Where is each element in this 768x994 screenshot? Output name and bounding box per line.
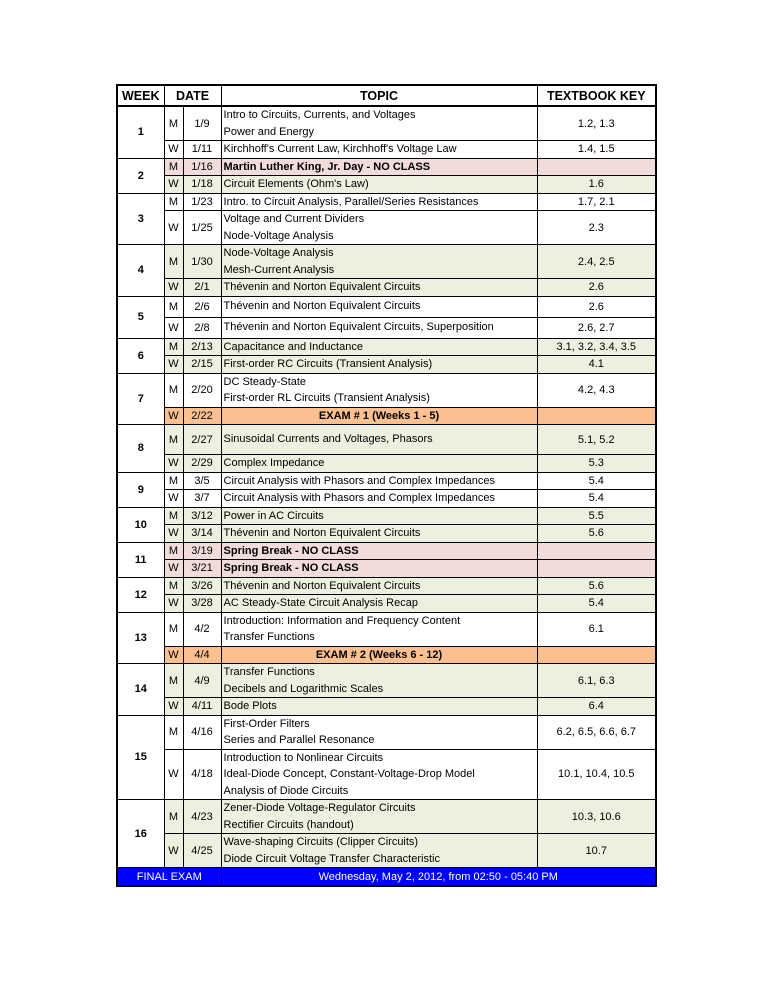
date-cell: 3/7 <box>183 490 221 508</box>
day-cell: W <box>164 176 183 194</box>
day-cell: W <box>164 407 183 425</box>
week-number: 10 <box>117 507 164 542</box>
schedule-row <box>117 577 656 595</box>
topic-line: Thévenin and Norton Equivalent Circuits <box>223 579 421 592</box>
topic-cell <box>221 664 537 698</box>
topic-cell <box>221 245 537 279</box>
schedule-row <box>117 698 656 716</box>
topic-line: Rectifier Circuits (handout) <box>223 818 354 831</box>
textbook-key-cell: 4.1 <box>537 356 656 374</box>
topic-line: Bode Plots <box>223 700 277 712</box>
topic-line: Wave-shaping Circuits (Clipper Circuits) <box>223 836 419 848</box>
schedule-row <box>117 338 656 356</box>
date-cell: 3/19 <box>183 542 221 560</box>
week-number: 13 <box>117 612 164 664</box>
day-cell: M <box>164 106 183 141</box>
day-cell: M <box>164 800 183 834</box>
date-cell: 2/13 <box>183 338 221 356</box>
schedule-row <box>117 279 656 297</box>
topic-line: Martin Luther King, Jr. Day - NO CLASS <box>223 160 431 173</box>
day-cell: M <box>164 193 183 211</box>
date-cell: 1/18 <box>183 176 221 194</box>
topic-line: Introduction to Nonlinear Circuits <box>223 751 384 764</box>
topic-line: Spring Break - NO CLASS <box>223 562 359 574</box>
topic-line: EXAM # 1 (Weeks 1 - 5) <box>318 409 440 422</box>
topic-line: Circuit Analysis with Phasors and Complex Impedances <box>223 474 495 487</box>
textbook-key-cell: 1.7, 2.1 <box>537 193 656 211</box>
schedule-row <box>117 158 656 176</box>
topic-line: Node-Voltage Analysis <box>223 247 334 259</box>
textbook-key-cell <box>537 158 656 176</box>
schedule-row <box>117 193 656 211</box>
textbook-key-cell: 6.1 <box>537 612 656 646</box>
date-header: DATE <box>164 85 221 106</box>
day-cell: M <box>164 507 183 525</box>
topic-cell <box>221 158 537 176</box>
topic-line: Sinusoidal Currents and Voltages, Phasors <box>223 433 433 446</box>
textbook-key-cell: 2.6 <box>537 279 656 297</box>
topic-cell <box>221 425 537 455</box>
week-number: 4 <box>117 245 164 297</box>
day-cell: W <box>164 356 183 374</box>
day-cell: W <box>164 646 183 664</box>
textbook-key-cell: 2.6 <box>537 296 656 317</box>
exam-cell <box>221 646 537 664</box>
schedule-row <box>117 664 656 698</box>
textbook-key-cell: 2.4, 2.5 <box>537 245 656 279</box>
textbook-key-header: TEXTBOOK KEY <box>537 85 656 106</box>
topic-cell <box>221 141 537 159</box>
date-cell: 4/2 <box>183 612 221 646</box>
topic-line: Thévenin and Norton Equivalent Circuits <box>223 300 421 313</box>
textbook-key-cell: 5.5 <box>537 507 656 525</box>
topic-cell <box>221 595 537 613</box>
date-cell: 2/20 <box>183 373 221 407</box>
day-cell: W <box>164 490 183 508</box>
schedule-row <box>117 356 656 374</box>
topic-line: Capacitance and Inductance <box>223 340 363 353</box>
topic-line: Kirchhoff's Current Law, Kirchhoff's Voltage Law <box>223 143 457 155</box>
topic-line: Analysis of Diode Circuits <box>223 784 349 797</box>
textbook-key-cell: 6.2, 6.5, 6.6, 6.7 <box>537 715 656 749</box>
topic-cell <box>221 472 537 490</box>
topic-line: Complex Impedance <box>223 457 325 469</box>
day-cell: M <box>164 612 183 646</box>
date-cell: 3/26 <box>183 577 221 595</box>
textbook-key-cell: 3.1, 3.2, 3.4, 3.5 <box>537 338 656 356</box>
textbook-key-cell: 5.6 <box>537 525 656 543</box>
date-cell: 1/9 <box>183 106 221 141</box>
schedule-row <box>117 296 656 317</box>
schedule-row <box>117 612 656 646</box>
textbook-key-cell: 4.2, 4.3 <box>537 373 656 407</box>
day-cell: M <box>164 338 183 356</box>
topic-line: Thévenin and Norton Equivalent Circuits <box>223 281 421 293</box>
final-exam-time: Wednesday, May 2, 2012, from 02:50 - 05:40 PM <box>221 868 656 887</box>
final-exam-row <box>117 868 656 887</box>
textbook-key-cell: 5.6 <box>537 577 656 595</box>
textbook-key-cell: 1.4, 1.5 <box>537 141 656 159</box>
day-cell: M <box>164 472 183 490</box>
topic-cell <box>221 577 537 595</box>
schedule-row <box>117 749 656 800</box>
day-cell: W <box>164 834 183 868</box>
textbook-key-cell: 10.1, 10.4, 10.5 <box>537 749 656 800</box>
date-cell: 4/25 <box>183 834 221 868</box>
day-cell: M <box>164 425 183 455</box>
date-cell: 2/8 <box>183 317 221 338</box>
week-number: 3 <box>117 193 164 245</box>
day-cell: M <box>164 158 183 176</box>
day-cell: W <box>164 317 183 338</box>
day-cell: M <box>164 373 183 407</box>
topic-cell <box>221 176 537 194</box>
date-cell: 3/21 <box>183 560 221 578</box>
day-cell: M <box>164 296 183 317</box>
textbook-key-cell: 1.2, 1.3 <box>537 106 656 141</box>
textbook-key-cell: 5.3 <box>537 455 656 473</box>
textbook-key-cell: 10.7 <box>537 834 656 868</box>
week-number: 6 <box>117 338 164 373</box>
date-cell: 3/14 <box>183 525 221 543</box>
date-cell: 1/23 <box>183 193 221 211</box>
topic-header: TOPIC <box>221 85 537 106</box>
topic-line: EXAM # 2 (Weeks 6 - 12) <box>315 648 443 661</box>
topic-cell <box>221 296 537 317</box>
topic-cell <box>221 490 537 508</box>
topic-line: Circuit Analysis with Phasors and Complex Impedances <box>223 492 495 504</box>
date-cell: 1/25 <box>183 211 221 245</box>
textbook-key-cell: 5.4 <box>537 472 656 490</box>
textbook-key-cell: 5.4 <box>537 490 656 508</box>
topic-line: Thévenin and Norton Equivalent Circuits <box>223 527 421 539</box>
topic-line: Intro. to Circuit Analysis, Parallel/Series Resistances <box>223 195 479 208</box>
week-number: 1 <box>117 106 164 158</box>
topic-line: Power and Energy <box>223 125 315 138</box>
date-cell: 4/18 <box>183 749 221 800</box>
date-cell: 4/16 <box>183 715 221 749</box>
schedule-row <box>117 141 656 159</box>
schedule-row <box>117 646 656 664</box>
topic-cell <box>221 106 537 141</box>
topic-cell <box>221 279 537 297</box>
topic-cell <box>221 211 537 245</box>
textbook-key-cell <box>537 542 656 560</box>
schedule-row <box>117 425 656 455</box>
topic-cell <box>221 542 537 560</box>
topic-line: Intro to Circuits, Currents, and Voltages <box>223 109 416 121</box>
schedule-row <box>117 407 656 425</box>
textbook-key-cell: 10.3, 10.6 <box>537 800 656 834</box>
date-cell: 3/28 <box>183 595 221 613</box>
day-cell: M <box>164 542 183 560</box>
date-cell: 2/22 <box>183 407 221 425</box>
week-number: 16 <box>117 800 164 868</box>
topic-cell <box>221 715 537 749</box>
topic-line: AC Steady-State Circuit Analysis Recap <box>223 597 418 609</box>
day-cell: W <box>164 455 183 473</box>
topic-cell <box>221 317 537 338</box>
final-exam-label: FINAL EXAM <box>117 868 221 887</box>
week-number: 5 <box>117 296 164 338</box>
topic-cell <box>221 455 537 473</box>
topic-cell <box>221 507 537 525</box>
date-cell: 1/11 <box>183 141 221 159</box>
date-cell: 4/4 <box>183 646 221 664</box>
schedule-row <box>117 373 656 407</box>
topic-line: Decibels and Logarithmic Scales <box>223 682 384 695</box>
topic-cell <box>221 560 537 578</box>
schedule-row <box>117 595 656 613</box>
topic-line: Spring Break - NO CLASS <box>223 544 359 557</box>
textbook-key-cell: 5.1, 5.2 <box>537 425 656 455</box>
topic-line: Voltage and Current Dividers <box>223 213 365 225</box>
topic-line: Series and Parallel Resonance <box>223 734 375 746</box>
topic-cell <box>221 356 537 374</box>
textbook-key-cell: 2.3 <box>537 211 656 245</box>
exam-cell <box>221 407 537 425</box>
schedule-row <box>117 507 656 525</box>
topic-line: Mesh-Current Analysis <box>223 263 335 276</box>
date-cell: 3/12 <box>183 507 221 525</box>
topic-cell <box>221 193 537 211</box>
topic-line: Ideal-Diode Concept, Constant-Voltage-Drop Model <box>223 768 475 780</box>
topic-line: Zener-Diode Voltage-Regulator Circuits <box>223 802 416 814</box>
day-cell: W <box>164 211 183 245</box>
day-cell: W <box>164 141 183 159</box>
day-cell: M <box>164 245 183 279</box>
day-cell: W <box>164 525 183 543</box>
schedule-body <box>117 106 656 868</box>
textbook-key-cell <box>537 407 656 425</box>
day-cell: W <box>164 560 183 578</box>
schedule-row <box>117 542 656 560</box>
topic-line: Introduction: Information and Frequency Content <box>223 614 461 627</box>
topic-cell <box>221 800 537 834</box>
week-number: 15 <box>117 715 164 800</box>
schedule-row <box>117 472 656 490</box>
textbook-key-cell: 5.4 <box>537 595 656 613</box>
course-schedule-table <box>116 84 657 887</box>
topic-line: DC Steady-State <box>223 375 307 388</box>
week-number: 11 <box>117 542 164 577</box>
schedule-row <box>117 834 656 868</box>
topic-line: First-Order Filters <box>223 717 310 730</box>
topic-line: First-order RC Circuits (Transient Analysis) <box>223 358 433 370</box>
schedule-row <box>117 800 656 834</box>
topic-cell <box>221 612 537 646</box>
date-cell: 1/30 <box>183 245 221 279</box>
topic-cell <box>221 338 537 356</box>
week-number: 7 <box>117 373 164 425</box>
schedule-row <box>117 106 656 141</box>
schedule-row <box>117 245 656 279</box>
date-cell: 2/27 <box>183 425 221 455</box>
topic-line: Transfer Functions <box>223 631 315 643</box>
schedule-row <box>117 525 656 543</box>
textbook-key-cell: 6.4 <box>537 698 656 716</box>
schedule-row <box>117 455 656 473</box>
date-cell: 2/1 <box>183 279 221 297</box>
date-cell: 2/29 <box>183 455 221 473</box>
schedule-row <box>117 176 656 194</box>
day-cell: W <box>164 698 183 716</box>
topic-line: Node-Voltage Analysis <box>223 229 334 242</box>
schedule-row <box>117 317 656 338</box>
date-cell: 4/9 <box>183 664 221 698</box>
date-cell: 2/6 <box>183 296 221 317</box>
textbook-key-cell <box>537 646 656 664</box>
day-cell: W <box>164 749 183 800</box>
topic-cell <box>221 834 537 868</box>
topic-line: Circuit Elements (Ohm's Law) <box>223 178 369 190</box>
topic-line: Power in AC Circuits <box>223 509 324 522</box>
date-cell: 4/11 <box>183 698 221 716</box>
topic-cell <box>221 698 537 716</box>
day-cell: M <box>164 715 183 749</box>
schedule-row <box>117 560 656 578</box>
topic-cell <box>221 373 537 407</box>
week-number: 12 <box>117 577 164 612</box>
day-cell: M <box>164 577 183 595</box>
week-number: 8 <box>117 425 164 473</box>
day-cell: M <box>164 664 183 698</box>
week-number: 9 <box>117 472 164 507</box>
textbook-key-cell: 2.6, 2.7 <box>537 317 656 338</box>
topic-line: Transfer Functions <box>223 666 315 678</box>
topic-cell <box>221 749 537 800</box>
day-cell: W <box>164 279 183 297</box>
topic-cell <box>221 525 537 543</box>
week-number: 2 <box>117 158 164 193</box>
date-cell: 1/16 <box>183 158 221 176</box>
topic-line: First-order RL Circuits (Transient Analysis) <box>223 392 430 404</box>
textbook-key-cell: 6.1, 6.3 <box>537 664 656 698</box>
schedule-row <box>117 490 656 508</box>
textbook-key-cell <box>537 560 656 578</box>
date-cell: 2/15 <box>183 356 221 374</box>
day-cell: W <box>164 595 183 613</box>
date-cell: 4/23 <box>183 800 221 834</box>
topic-line: Diode Circuit Voltage Transfer Characteristic <box>223 852 440 865</box>
header-row <box>117 85 656 106</box>
date-cell: 3/5 <box>183 472 221 490</box>
week-number: 14 <box>117 664 164 716</box>
week-header: WEEK <box>117 85 164 106</box>
topic-line: Thévenin and Norton Equivalent Circuits, Superposition <box>223 321 494 334</box>
schedule-row <box>117 211 656 245</box>
textbook-key-cell: 1.6 <box>537 176 656 194</box>
schedule-row <box>117 715 656 749</box>
